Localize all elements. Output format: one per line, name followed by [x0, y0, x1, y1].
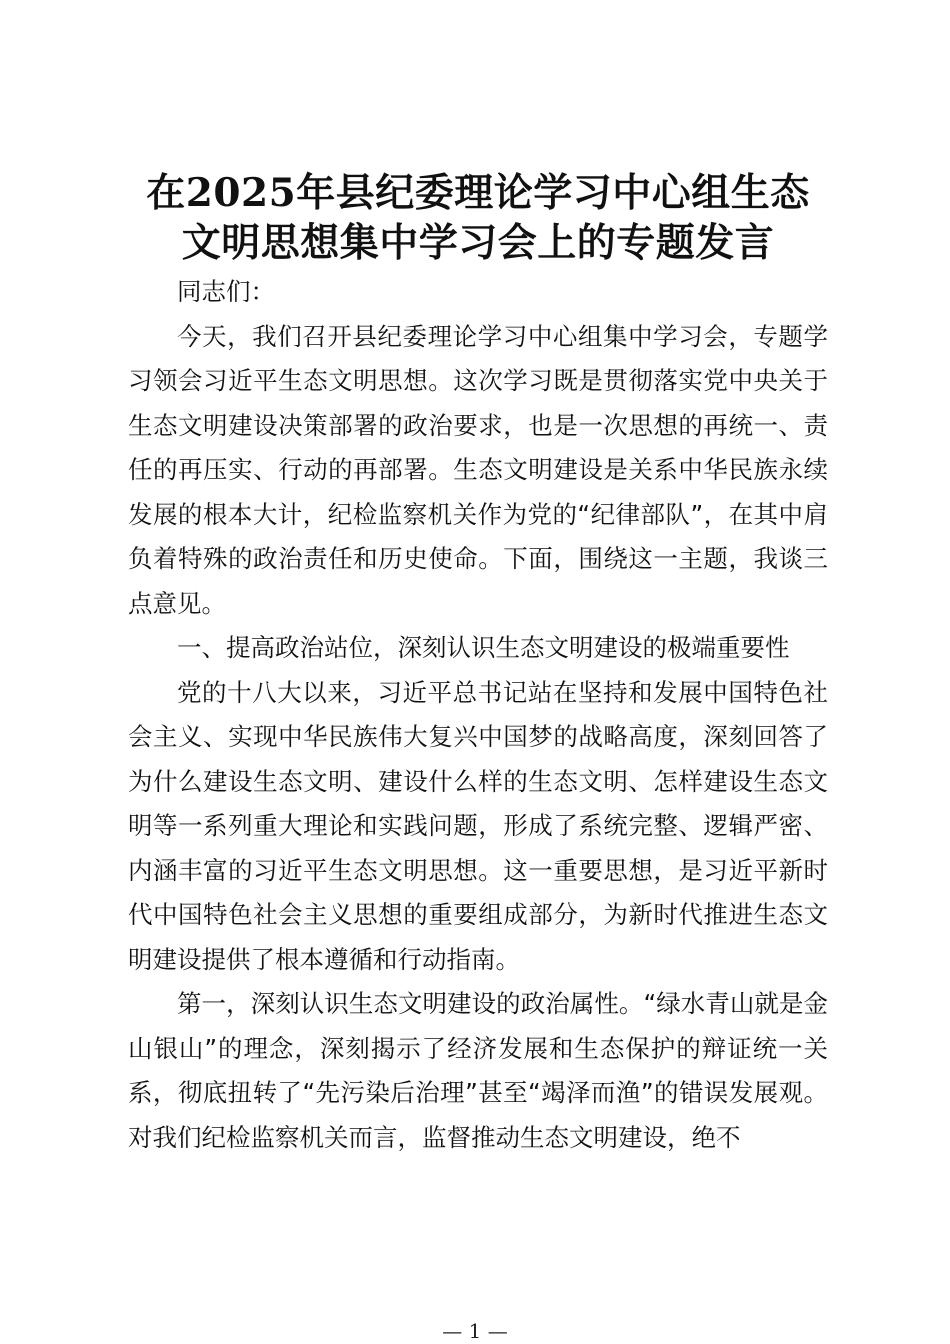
page-number: — 1 —	[442, 1319, 508, 1343]
section-1-heading: 一、提高政治站位，深刻认识生态文明建设的极端重要性	[177, 633, 790, 662]
title-line-2: 文明思想集中学习会上的专题发言	[181, 220, 775, 266]
document-page	[128, 168, 828, 1160]
section-1-paragraph-1: 党的十八大以来，习近平总书记站在坚持和发展中国特色社会主义、实现中华民族伟大复兴中国梦的战略高度，深刻回答了为什么建设生态文明、建设什么样的生态文明、怎样建设生态文明等一系列重大理论和实践问题，形成了系统完整、逻辑严密、内涵丰富的习近平生态文明思想。这一重要思想，是习近平新时代中国特色社会主义思想的重要组成部分，为新时代推进生态文明建设提供了根本遵循和行动指南。	[128, 677, 828, 974]
intro-paragraph: 今天，我们召开县纪委理论学习中心组集中学习会，专题学习领会习近平生态文明思想。这次学习既是贯彻落实党中央关于生态文明建设决策部署的政治要求，也是一次思想的再统一、责任的再压实、行动的再部署。生态文明建设是关系中华民族永续发展的根本大计，纪检监察机关作为党的“纪律部队”，在其中肩负着特殊的政治责任和历史使命。下面，围绕这一主题，我谈三点意见。	[128, 321, 828, 618]
document-body	[128, 270, 828, 1160]
document-title	[114, 168, 842, 268]
section-1-paragraph-2: 第一，深刻认识生态文明建设的政治属性。“绿水青山就是金山银山”的理念，深刻揭示了经济发展和生态保护的辩证统一关系，彻底扭转了“先污染后治理”甚至“竭泽而渔”的错误发展观。对我们纪检监察机关而言，监督推动生态文明建设，绝不	[128, 989, 828, 1152]
title-line-1: 在2025年县纪委理论学习中心组生态	[146, 170, 810, 216]
salutation: 同志们：	[177, 277, 275, 306]
